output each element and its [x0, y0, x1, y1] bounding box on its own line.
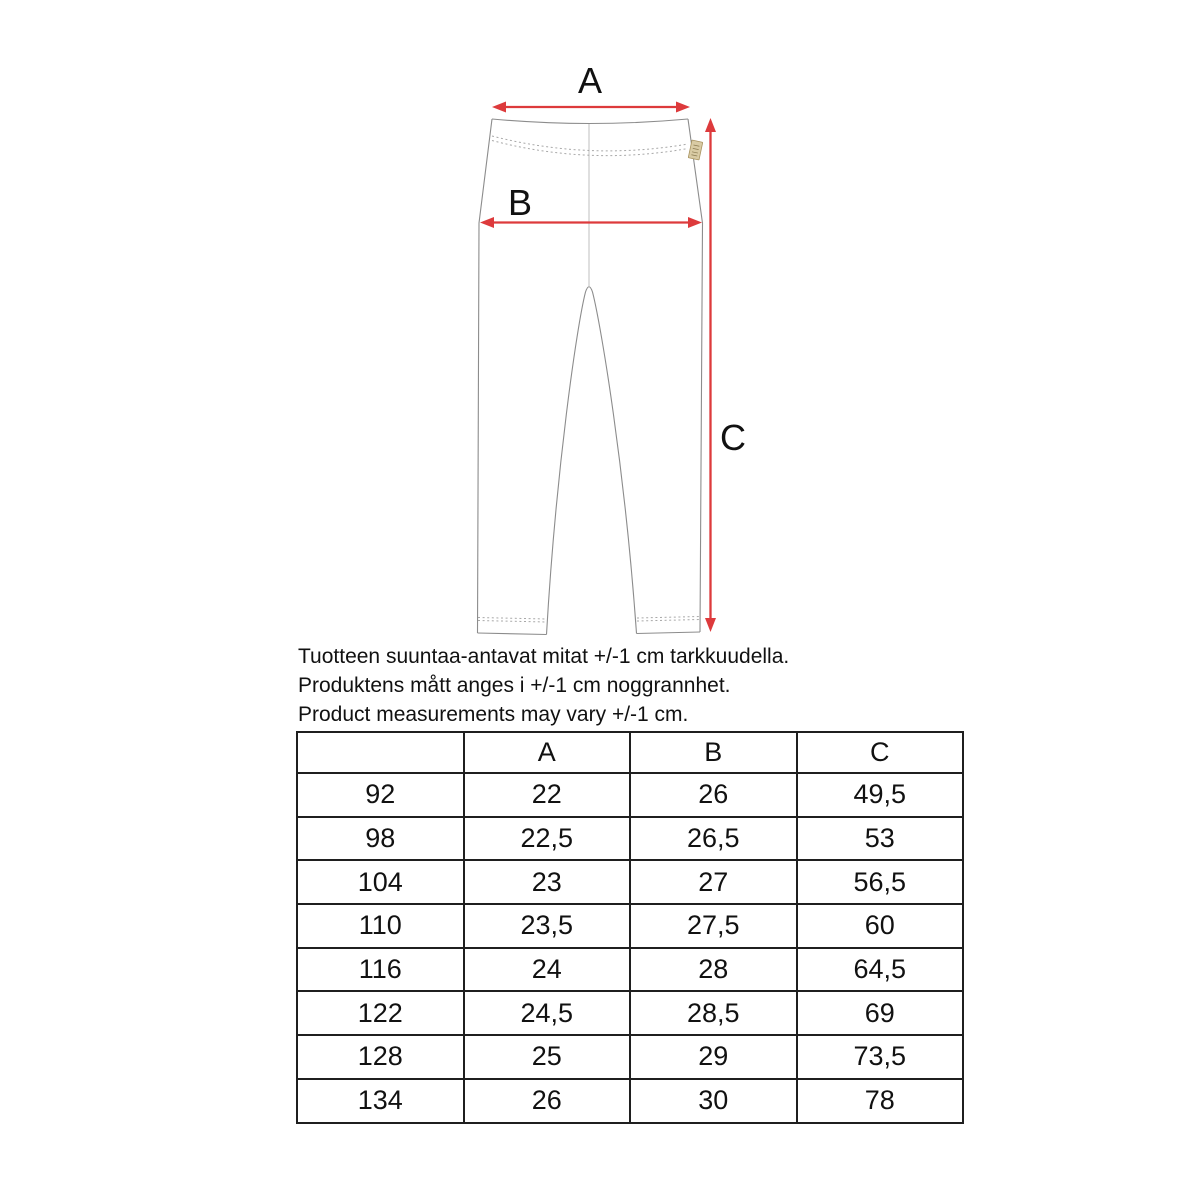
arrowhead-right-icon [688, 217, 702, 228]
size-table [296, 731, 964, 1124]
measure-b-cell: 29 [630, 1035, 797, 1079]
inner-leg-crotch-seam [547, 287, 637, 635]
table-row [297, 1035, 963, 1079]
measure-a-cell: 23,5 [464, 904, 631, 948]
measure-b-cell: 27,5 [630, 904, 797, 948]
measure-c-cell: 49,5 [797, 773, 964, 817]
measure-c-cell: 56,5 [797, 860, 964, 904]
dimension-label-a: A [577, 60, 603, 101]
table-row [297, 860, 963, 904]
left-hem-stitch-2 [478, 621, 547, 623]
header-b: B [630, 732, 797, 773]
table-row [297, 991, 963, 1035]
measure-c-cell: 53 [797, 817, 964, 861]
right-leg-hem-edge [637, 632, 701, 634]
waistband-top-edge [492, 119, 688, 124]
measurement-notes [298, 642, 789, 729]
size-cell: 128 [297, 1035, 464, 1079]
left-hem-stitch-1 [478, 618, 547, 620]
measure-c-cell: 64,5 [797, 948, 964, 992]
measure-c-cell: 78 [797, 1079, 964, 1123]
size-cell: 92 [297, 773, 464, 817]
measure-a-cell: 24 [464, 948, 631, 992]
measure-c-cell: 60 [797, 904, 964, 948]
measure-b-cell: 30 [630, 1079, 797, 1123]
note-finnish: Tuotteen suuntaa-antavat mitat +/-1 cm tarkkuudella. [298, 645, 790, 668]
left-leg-hem-edge [478, 633, 547, 635]
arrowhead-left-icon [492, 102, 506, 113]
measure-a-cell: 26 [464, 1079, 631, 1123]
note-english: Product measurements may vary +/-1 cm. [298, 703, 689, 726]
measure-b-cell: 27 [630, 860, 797, 904]
left-side-seam [478, 119, 493, 633]
table-row [297, 1079, 963, 1123]
size-cell: 98 [297, 817, 464, 861]
waistband-stitch-2 [492, 141, 688, 156]
measure-a-cell: 25 [464, 1035, 631, 1079]
table-header-row [297, 732, 963, 773]
right-side-seam [688, 119, 703, 632]
size-cell: 110 [297, 904, 464, 948]
right-hem-stitch-1 [637, 617, 700, 619]
size-cell: 116 [297, 948, 464, 992]
waistband-stitch-1 [492, 136, 688, 151]
measure-b-cell: 28 [630, 948, 797, 992]
header-a: A [464, 732, 631, 773]
measure-a-cell: 24,5 [464, 991, 631, 1035]
arrowhead-up-icon [705, 118, 716, 132]
table-row [297, 904, 963, 948]
arrowhead-down-icon [705, 618, 716, 632]
dimension-label-c: C [720, 417, 746, 458]
brand-tag-body [688, 140, 703, 160]
measure-b-cell: 26 [630, 773, 797, 817]
size-cell: 122 [297, 991, 464, 1035]
size-cell: 104 [297, 860, 464, 904]
measure-a-cell: 22,5 [464, 817, 631, 861]
arrowhead-right-icon [676, 102, 690, 113]
dimension-arrow-c [705, 118, 716, 632]
dimension-arrow-a [492, 102, 690, 113]
header-c: C [797, 732, 964, 773]
brand-tag [688, 140, 703, 160]
table-row [297, 817, 963, 861]
right-hem-stitch-2 [637, 620, 700, 622]
measure-b-cell: 26,5 [630, 817, 797, 861]
table-row [297, 948, 963, 992]
measure-a-cell: 23 [464, 860, 631, 904]
measure-a-cell: 22 [464, 773, 631, 817]
arrowhead-left-icon [480, 217, 494, 228]
dimension-label-b: B [507, 182, 533, 223]
measure-c-cell: 69 [797, 991, 964, 1035]
measure-b-cell: 28,5 [630, 991, 797, 1035]
note-swedish: Produktens mått anges i +/-1 cm noggrannhet. [298, 674, 731, 697]
measure-c-cell: 73,5 [797, 1035, 964, 1079]
table-row [297, 773, 963, 817]
size-cell: 134 [297, 1079, 464, 1123]
header-size [297, 732, 464, 773]
